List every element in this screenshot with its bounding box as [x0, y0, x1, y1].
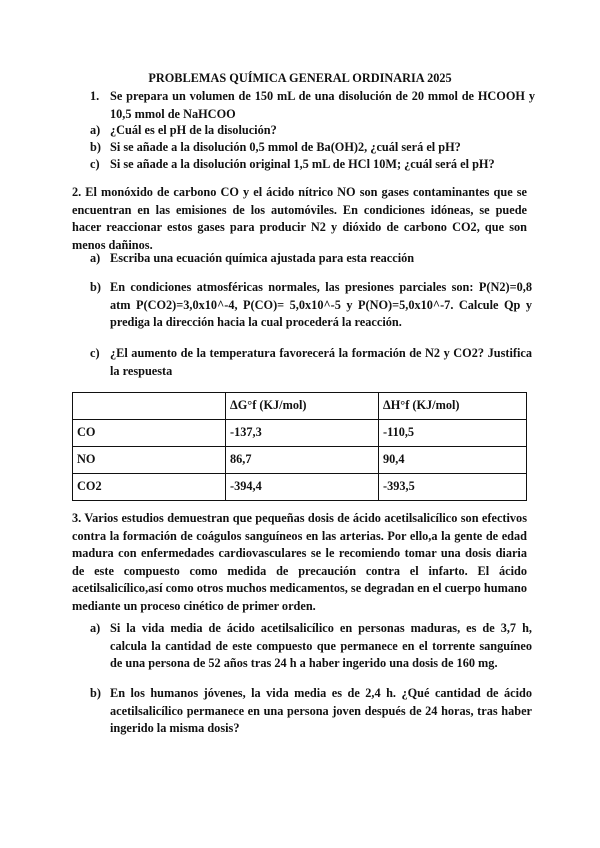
table-header-row [73, 393, 527, 420]
problem-2-text: 2. El monóxido de carbono CO y el ácido nítrico NO son gases contaminantes que se encuentran en las emisiones de los automóviles. En condiciones idóneas, se puede hacer reaccionar estos gases para producir N2 y dióxido de carbono CO2, que son menos dañinos. [72, 185, 527, 252]
problem-1a-text: ¿Cuál es el pH de la disolución? [110, 123, 277, 137]
table-header-cell: ΔH°f (KJ/mol) [379, 393, 527, 420]
table-cell: -110,5 [379, 420, 527, 447]
table-cell: -393,5 [379, 474, 527, 501]
table-row [73, 447, 527, 474]
problem-2b-text: En condiciones atmosféricas normales, las presiones parciales son: P(N2)=0,8 atm P(CO2)=3,0x10^-4, P(CO)= 5,0x10^-5 y P(NO)=5,0x10^-7. Calcule Qp y prediga la dirección hacia la cual procederá la reacción. [110, 280, 532, 330]
table-row [73, 420, 527, 447]
problem-1c-text: Si se añade a la disolución original 1,5 mL de HCl 10M; ¿cuál será el pH? [110, 157, 495, 171]
problem-2c-text: ¿El aumento de la temperatura favorecerá la formación de N2 y CO2? Justifica la respuesta [110, 346, 532, 378]
problem-1-number: 1. [90, 89, 100, 103]
thermo-data-table [72, 392, 527, 501]
problem-3b-label: b) [90, 686, 101, 700]
table-row [73, 474, 527, 501]
problem-2c-label: c) [90, 346, 100, 360]
table-cell: 90,4 [379, 447, 527, 474]
problem-1a-label: a) [90, 123, 101, 137]
table-cell: 86,7 [226, 447, 379, 474]
problem-1b-text: Si se añade a la disolución 0,5 mmol de Ba(OH)2, ¿cuál será el pH? [110, 140, 461, 154]
problem-3a-label: a) [90, 621, 101, 635]
table-cell: CO2 [73, 474, 226, 501]
table-cell: -394,4 [226, 474, 379, 501]
problem-3-text: 3. Varios estudios demuestran que pequeñas dosis de ácido acetilsalicílico son efectivos contra la formación de coágulos sanguíneos en las arterias. Por ello,a la gente de edad madura con enfermedades cardiovasculares se le recomiendo tomar una dosis diaria de este compuesto como medida de precaución contra el infarto. El ácido acetilsalicílico,así como otros muchos medicamentos, se degradan en el cuerpo humano mediante un proceso cinético de primer orden. [72, 511, 527, 613]
table-cell: NO [73, 447, 226, 474]
problem-1c-label: c) [90, 157, 100, 171]
problem-3b-text: En los humanos jóvenes, la vida media es de 2,4 h. ¿Qué cantidad de ácido acetilsalicílico permanece en una persona joven después de 24 horas, tras haber ingerido la misma dosis? [110, 686, 532, 736]
problem-2a-text: Escriba una ecuación química ajustada para esta reacción [110, 251, 415, 265]
problem-2b-label: b) [90, 280, 101, 294]
table-cell: -137,3 [226, 420, 379, 447]
table-header-cell [73, 393, 226, 420]
problem-1-text: Se prepara un volumen de 150 mL de una disolución de 20 mmol de HCOOH y 10,5 mmol de NaHCOO [110, 89, 535, 121]
page-title: PROBLEMAS QUÍMICA GENERAL ORDINARIA 2025 [148, 71, 452, 85]
problem-3a-text: Si la vida media de ácido acetilsalicílico en personas maduras, es de 3,7 h, calcula la cantidad de este compuesto que permanece en el torrente sanguíneo de una persona de 52 años tras 24 h a haber ingerido una dosis de 160 mg. [110, 621, 532, 671]
problem-2a-label: a) [90, 251, 101, 265]
table-header-cell: ΔG°f (KJ/mol) [226, 393, 379, 420]
problem-1b-label: b) [90, 140, 101, 154]
table-cell: CO [73, 420, 226, 447]
